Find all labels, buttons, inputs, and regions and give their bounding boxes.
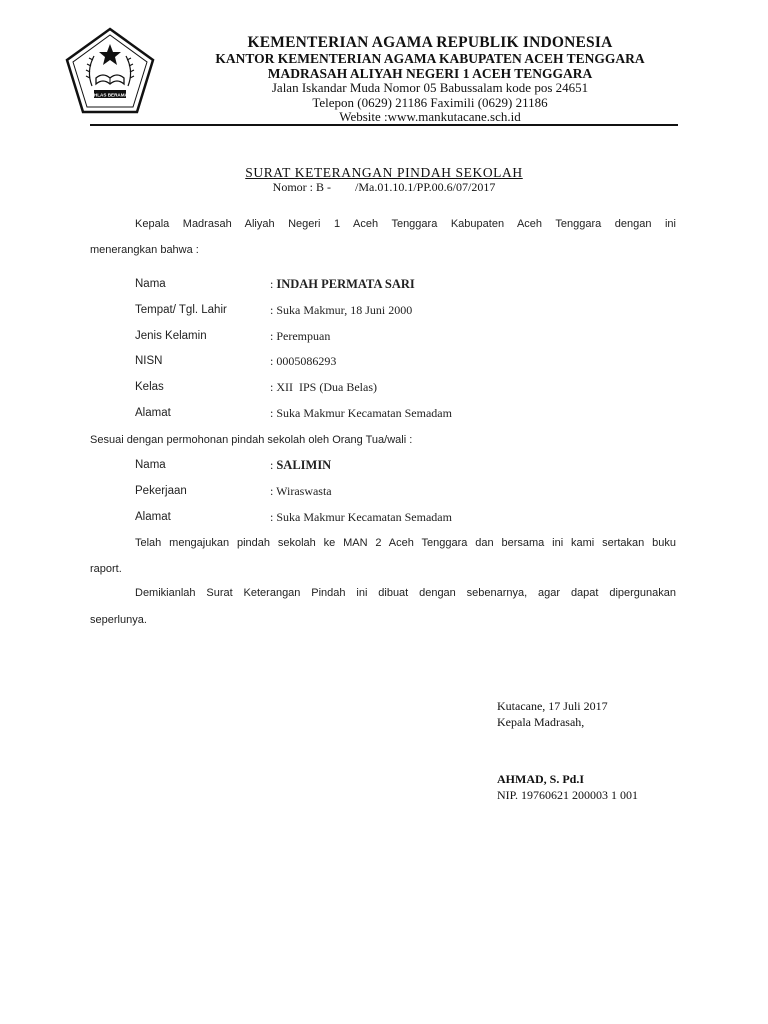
student-birth-value: : Suka Makmur, 18 Juni 2000 xyxy=(270,303,413,317)
signatory-name: AHMAD, S. Pd.I xyxy=(497,772,585,786)
parent-job-label: Pekerjaan xyxy=(135,485,187,497)
student-address-value: : Suka Makmur Kecamatan Semadam xyxy=(270,406,452,420)
student-name-label: Nama xyxy=(135,278,166,290)
school-phone: Telepon (0629) 21186 Faximili (0629) 21186 xyxy=(312,95,548,110)
letter-title: SURAT KETERANGAN PINDAH SEKOLAH xyxy=(245,165,523,180)
parent-job-value: : Wiraswasta xyxy=(270,484,332,498)
closing-paragraph-line2: seperlunya. xyxy=(90,614,147,626)
student-birth-label: Tempat/ Tgl. Lahir xyxy=(135,304,227,316)
student-name-value: : INDAH PERMATA SARI xyxy=(270,277,415,291)
header-divider xyxy=(90,124,678,126)
closing-paragraph-line1: Demikianlah Surat Keterangan Pindah ini dibuat dengan sebenarnya, agar dapat dipergunakan xyxy=(135,587,676,599)
student-class-label: Kelas xyxy=(135,381,164,393)
signatory-nip: NIP. 19760621 200003 1 001 xyxy=(497,788,639,802)
student-nisn-value: : 0005086293 xyxy=(270,354,337,368)
student-gender-value: : Perempuan xyxy=(270,329,331,343)
school-website: Website :www.mankutacane.sch.id xyxy=(339,109,521,124)
parent-address-value: : Suka Makmur Kecamatan Semadam xyxy=(270,510,452,524)
office-title: KANTOR KEMENTERIAN AGAMA KABUPATEN ACEH TENGGARA xyxy=(215,51,645,66)
signature-place-date: Kutacane, 17 Juli 2017 xyxy=(497,699,608,713)
student-address-label: Alamat xyxy=(135,407,171,419)
school-title: MADRASAH ALIYAH NEGERI 1 ACEH TENGGARA xyxy=(267,66,593,81)
parent-name-value: : SALIMIN xyxy=(270,458,332,472)
opening-paragraph-line1: Kepala Madrasah Aliyah Negeri 1 Aceh Tenggara Kabupaten Aceh Tenggara dengan ini xyxy=(135,218,676,230)
logo-banner-text: IKHLAS BERAMAL xyxy=(89,92,131,98)
transfer-paragraph-line1: Telah mengajukan pindah sekolah ke MAN 2 Aceh Tenggara dan bersama ini kami sertakan buku xyxy=(135,537,676,549)
ministry-title: KEMENTERIAN AGAMA REPUBLIK INDONESIA xyxy=(247,34,613,51)
signature-position: Kepala Madrasah, xyxy=(497,715,585,729)
parent-address-label: Alamat xyxy=(135,511,171,523)
student-class-value: : XII IPS (Dua Belas) xyxy=(270,380,377,394)
school-address: Jalan Iskandar Muda Nomor 05 Babussalam kode pos 24651 xyxy=(271,80,589,95)
student-gender-label: Jenis Kelamin xyxy=(135,330,207,342)
opening-paragraph-line2: menerangkan bahwa : xyxy=(90,244,199,256)
parent-name-label: Nama xyxy=(135,459,166,471)
student-nisn-label: NISN xyxy=(135,355,163,367)
letter-number: Nomor : B - /Ma.01.10.1/PP.00.6/07/2017 xyxy=(272,180,496,194)
transfer-paragraph-line2: raport. xyxy=(90,563,122,575)
parent-intro: Sesuai dengan permohonan pindah sekolah oleh Orang Tua/wali : xyxy=(90,434,413,446)
